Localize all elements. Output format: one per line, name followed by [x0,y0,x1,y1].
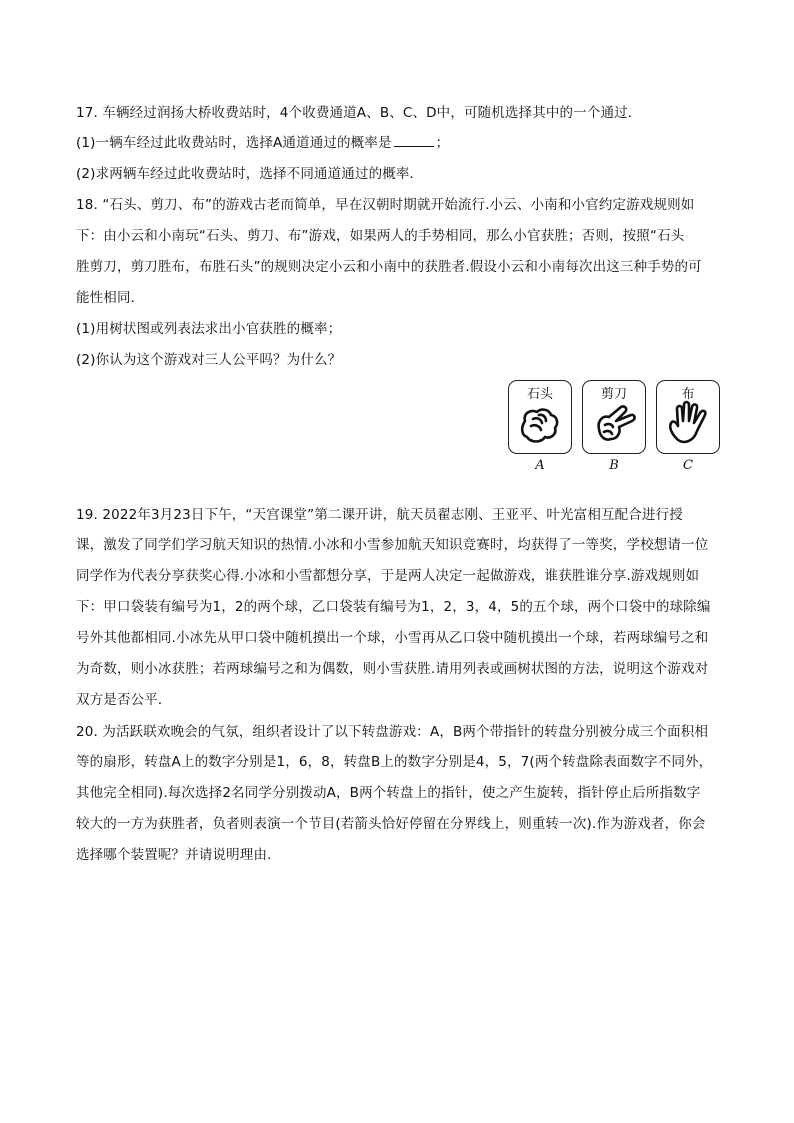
card-scissors-letter: B [609,458,619,473]
q17-part1-text: (1)一辆车经过此收费站时，选择A通道通过的概率是 [76,135,392,151]
scissors-hand-icon [589,399,639,449]
q18-line-3: 胜剪刀，剪刀胜布，布胜石头”的规则决定小云和小南中的获胜者.假设小云和小南每次出这三种手势的可 [76,259,702,275]
q19-line-3: 同学作为代表分享获奖心得.小冰和小雪都想分享，于是两人决定一起做游戏，谁获胜谁分享.游戏规则如 [76,568,700,584]
q19-line-4: 下：甲口袋装有编号为1，2的两个球，乙口袋装有编号为1，2，3，4，5的五个球，两个口袋中的球除编 [76,599,711,615]
fist-icon [515,399,565,449]
q19-line-6: 为奇数，则小冰获胜；若两球编号之和为偶数，则小雪获胜.请用列表或画树状图的方法，说明这个游戏对 [76,661,709,677]
card-rock-title: 石头 [526,387,553,402]
q20-line-4: 较大的一方为获胜者，负者则表演一个节目(若箭头恰好停留在分界线上，则重转一次).作为游戏者，你会 [76,816,706,832]
q18-part1: (1)用树状图或列表法求出小官获胜的概率； [76,321,342,337]
q18-line-4: 能性相同． [76,290,145,306]
q20-line-5: 选择哪个装置呢？并请说明理由． [76,847,281,863]
card-paper-letter: C [683,458,693,473]
q18-line-2: 下：由小云和小南玩“石头、剪刀、布”游戏，如果两人的手势相同，那么小官获胜；否则，按照“石头 [76,228,685,244]
q18-line-1: 18. “石头、剪刀、布”的游戏古老而简单，早在汉朝时期就开始流行.小云、小南和小官约定游戏规则如 [76,197,695,213]
q20-line-3: 其他完全相同).每次选择2名同学分别拨动A，B两个转盘上的指针，使之产生旋转，指针停止后所指数字 [76,785,701,801]
q17-part1-end: ； [435,135,450,151]
q18-part2: (2)你认为这个游戏对三人公平吗？为什么？ [76,352,342,368]
q20-line-1: 20. 为活跃联欢晚会的气氛，组织者设计了以下转盘游戏：A，B两个带指针的转盘分别被分成三个面积相 [76,724,709,740]
card-scissors-title: 剪刀 [600,387,627,402]
answer-blank [394,134,434,147]
card-scissors [582,380,646,473]
q19-line-1: 19. 2022年3月23日下午，“天宫课堂”第二课开讲，航天员翟志刚、王亚平、叶光富相互配合进行授 [76,507,683,523]
q17-part2: (2)求两辆车经过此收费站时，选择不同通道通过的概率． [76,166,424,182]
q20-line-2: 等的扇形，转盘A上的数字分别是1，6，8，转盘B上的数字分别是4，5，7(两个转盘除表面数字不同外， [76,754,713,770]
q17-stem: 17. 车辆经过润扬大桥收费站时，4个收费通道A、B、C、D中，可随机选择其中的一个通过． [76,105,642,121]
gesture-cards [508,380,722,476]
q19-line-7: 双方是否公平． [76,692,172,708]
card-paper-title: 布 [681,387,695,402]
card-paper [656,380,720,473]
q17-part1 [76,133,449,153]
q19-line-5: 号外其他都相同.小冰先从甲口袋中随机摸出一个球，小雪再从乙口袋中随机摸出一个球，若两球编号之和 [76,630,709,646]
card-rock [508,380,572,473]
q19-line-2: 课，激发了同学们学习航天知识的热情.小冰和小雪参加航天知识竞赛时，均获得了一等奖，学校想请一位 [76,537,709,553]
card-rock-letter: A [535,458,545,473]
open-palm-icon [663,399,713,449]
